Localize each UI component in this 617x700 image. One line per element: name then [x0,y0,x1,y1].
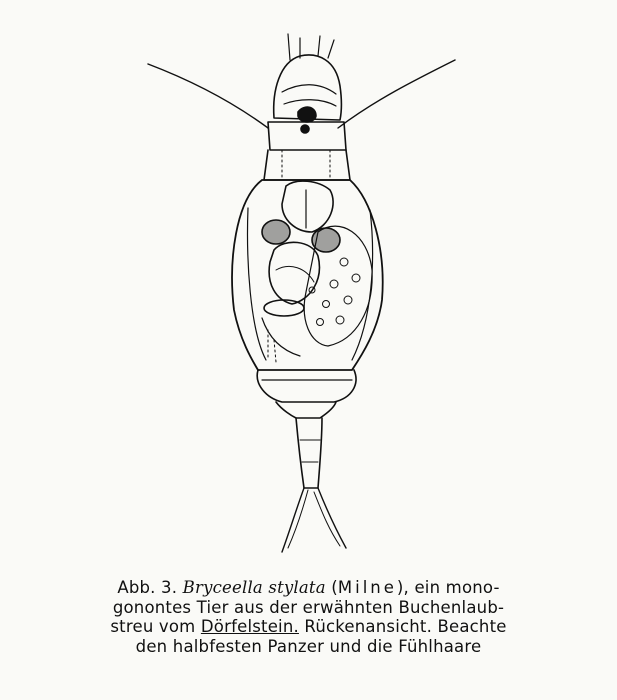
right-antenna [338,60,455,128]
mastax [282,181,333,232]
left-antenna [148,64,268,128]
eye-spot [298,107,316,122]
figure-number: Abb. 3. [117,578,178,597]
intestine [264,300,304,316]
stomach [269,242,319,304]
caption-line-2: gonontes Tier aus der erwähnten Buchenlaub- [112,597,505,617]
ovary-nuclei [309,258,360,326]
species-name: Bryceella stylata [182,578,326,597]
species-author: Milne [337,578,397,597]
caption-line-3 [20,617,597,637]
right-toe-inner [314,492,340,546]
caption-line-4: den halbfesten Panzer und die Fühlhaare [135,636,482,656]
caption-line-1-rest: ), ein mono- [396,578,500,597]
caption-line-3-rest: Rückenansicht. Beachte [298,617,507,636]
right-toe [318,488,346,548]
gland-left [262,220,290,244]
caption-line-1 [20,578,597,598]
caption-paren-open: ( [325,578,338,597]
figure-caption [20,578,597,656]
caption-line-3-start: streu vom [110,617,201,636]
place-name: Dörfelstein. [200,617,299,636]
head-cilia [288,34,334,60]
foot [296,418,322,488]
left-toe-inner [288,490,308,548]
left-toe [282,488,304,552]
